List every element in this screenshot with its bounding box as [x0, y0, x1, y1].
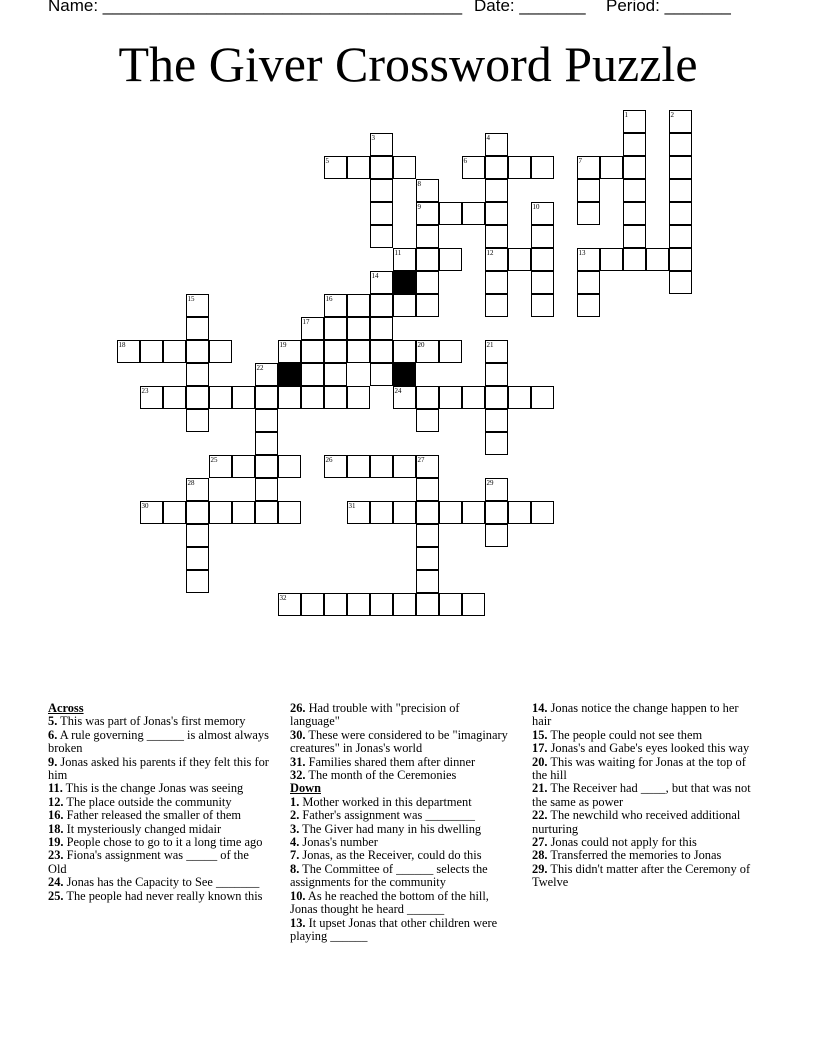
grid-cell[interactable]	[531, 156, 554, 179]
grid-cell[interactable]	[186, 363, 209, 386]
grid-cell[interactable]	[301, 593, 324, 616]
grid-cell[interactable]	[623, 156, 646, 179]
clue-number: 27	[417, 455, 425, 464]
grid-cell[interactable]	[209, 340, 232, 363]
grid-cell[interactable]	[531, 386, 554, 409]
grid-cell[interactable]	[278, 593, 301, 616]
grid-cell[interactable]	[347, 593, 370, 616]
clue-number: 14	[371, 271, 379, 280]
grid-cell[interactable]	[186, 340, 209, 363]
grid-cell[interactable]	[324, 317, 347, 340]
clue-label-number: 19.	[48, 835, 64, 850]
clue-label-number: 1.	[290, 794, 300, 809]
date-field[interactable]: Date: _______	[474, 0, 586, 15]
grid-cell[interactable]	[186, 524, 209, 547]
clue-number: 2	[670, 110, 674, 119]
grid-cell[interactable]	[508, 501, 531, 524]
clue-label-number: 23.	[48, 848, 64, 863]
clue-number: 32	[279, 593, 287, 602]
grid-cell[interactable]	[393, 156, 416, 179]
grid-cell[interactable]	[485, 524, 508, 547]
grid-cell[interactable]	[301, 317, 324, 340]
grid-cell[interactable]	[531, 294, 554, 317]
clue-label-number: 32.	[290, 768, 306, 783]
grid-cell[interactable]	[416, 179, 439, 202]
grid-cell[interactable]	[278, 455, 301, 478]
grid-cell[interactable]	[209, 386, 232, 409]
grid-cell[interactable]	[462, 593, 485, 616]
grid-cell[interactable]	[416, 478, 439, 501]
clue-number: 7	[578, 156, 582, 165]
clue-item: 17. Jonas's and Gabe's eyes looked this way	[532, 741, 750, 756]
grid-cell[interactable]	[186, 478, 209, 501]
clue-item: 16. Father released the smaller of them	[48, 808, 242, 823]
grid-cell[interactable]	[485, 363, 508, 386]
grid-cell[interactable]	[370, 593, 393, 616]
clue-item: 10. As he reached the bottom of the hill, Jonas thought he heard ______	[290, 888, 489, 917]
black-square	[278, 363, 301, 386]
grid-cell[interactable]	[439, 248, 462, 271]
grid-cell[interactable]	[439, 593, 462, 616]
clue-number: 8	[417, 179, 421, 188]
grid-cell[interactable]	[186, 547, 209, 570]
grid-cell[interactable]	[370, 179, 393, 202]
grid-cell[interactable]	[669, 248, 692, 271]
clue-number: 9	[417, 202, 421, 211]
grid-cell[interactable]	[669, 156, 692, 179]
grid-cell[interactable]	[232, 501, 255, 524]
grid-cell[interactable]	[301, 386, 324, 409]
grid-cell[interactable]	[600, 248, 623, 271]
clues-column-3	[532, 702, 758, 890]
clue-number: 29	[486, 478, 494, 487]
grid-cell[interactable]	[370, 225, 393, 248]
clue-item: 20. This was waiting for Jonas at the top of the hill	[532, 754, 746, 783]
grid-cell[interactable]	[393, 386, 416, 409]
grid-cell[interactable]	[393, 455, 416, 478]
grid-cell[interactable]	[646, 248, 669, 271]
grid-cell[interactable]	[416, 593, 439, 616]
grid-cell[interactable]	[393, 294, 416, 317]
grid-cell[interactable]	[577, 271, 600, 294]
clue-label-number: 21.	[532, 781, 548, 796]
clue-item: 11. This is the change Jonas was seeing	[48, 781, 244, 796]
period-field[interactable]: Period: _______	[606, 0, 731, 15]
grid-cell[interactable]	[485, 478, 508, 501]
grid-cell[interactable]	[439, 501, 462, 524]
clue-label-number: 6.	[48, 727, 58, 742]
clue-label-number: 13.	[290, 915, 306, 930]
clue-label-number: 2.	[290, 808, 300, 823]
clue-number: 17	[302, 317, 310, 326]
grid-cell[interactable]	[393, 340, 416, 363]
clue-number: 26	[325, 455, 333, 464]
grid-cell[interactable]	[416, 409, 439, 432]
grid-cell[interactable]	[370, 317, 393, 340]
clue-item: 9. Jonas asked his parents if they felt this for him	[48, 754, 269, 783]
grid-cell[interactable]	[255, 455, 278, 478]
clue-label-number: 17.	[532, 741, 548, 756]
grid-cell[interactable]	[255, 386, 278, 409]
clue-label-number: 7.	[290, 848, 300, 863]
grid-cell[interactable]	[370, 202, 393, 225]
clue-label-number: 10.	[290, 888, 306, 903]
grid-cell[interactable]	[462, 386, 485, 409]
grid-cell[interactable]	[393, 593, 416, 616]
clue-item: 7. Jonas, as the Receiver, could do this	[290, 848, 482, 863]
clue-label-number: 30.	[290, 727, 306, 742]
grid-cell[interactable]	[462, 156, 485, 179]
grid-cell[interactable]	[485, 156, 508, 179]
clue-number: 23	[141, 386, 149, 395]
clue-item: 21. The Receiver had ____, but that was not the same as power	[532, 781, 751, 809]
grid-cell[interactable]	[324, 294, 347, 317]
clue-number: 1	[624, 110, 628, 119]
grid-cell[interactable]	[186, 294, 209, 317]
clue-item: 23. Fiona's assignment was _____ of the Old	[48, 848, 249, 876]
clue-label-number: 15.	[532, 727, 548, 742]
clue-number: 11	[394, 248, 402, 257]
clue-number: 22	[256, 363, 264, 372]
clue-number: 30	[141, 501, 149, 510]
grid-cell[interactable]	[669, 202, 692, 225]
grid-cell[interactable]	[462, 202, 485, 225]
grid-cell[interactable]	[140, 340, 163, 363]
grid-cell[interactable]	[623, 202, 646, 225]
grid-cell[interactable]	[577, 202, 600, 225]
grid-cell[interactable]	[416, 455, 439, 478]
grid-cell[interactable]	[347, 386, 370, 409]
grid-cell[interactable]	[485, 202, 508, 225]
clue-label-number: 5.	[48, 714, 58, 729]
clue-item: 5. This was part of Jonas's first memory	[48, 714, 246, 729]
black-square	[393, 271, 416, 294]
grid-cell[interactable]	[416, 570, 439, 593]
grid-cell[interactable]	[370, 271, 393, 294]
black-square	[393, 363, 416, 386]
clue-number: 5	[325, 156, 329, 165]
grid-cell[interactable]	[623, 179, 646, 202]
grid-cell[interactable]	[370, 340, 393, 363]
grid-cell[interactable]	[669, 179, 692, 202]
grid-cell[interactable]	[577, 248, 600, 271]
grid-cell[interactable]	[416, 294, 439, 317]
grid-cell[interactable]	[577, 294, 600, 317]
clue-label-number: 18.	[48, 821, 64, 836]
clue-item: 15. The people could not see them	[532, 727, 703, 742]
clue-number: 6	[463, 156, 467, 165]
grid-cell[interactable]	[531, 248, 554, 271]
grid-cell[interactable]	[623, 133, 646, 156]
grid-cell[interactable]	[439, 202, 462, 225]
grid-cell[interactable]	[370, 363, 393, 386]
clue-label-number: 20.	[532, 754, 548, 769]
grid-cell[interactable]	[439, 340, 462, 363]
grid-cell[interactable]	[416, 202, 439, 225]
clue-number: 4	[486, 133, 490, 142]
grid-cell[interactable]	[416, 271, 439, 294]
grid-cell[interactable]	[117, 340, 140, 363]
grid-cell[interactable]	[485, 133, 508, 156]
clue-number: 28	[187, 478, 195, 487]
grid-cell[interactable]	[669, 133, 692, 156]
grid-cell[interactable]	[140, 501, 163, 524]
grid-cell[interactable]	[462, 501, 485, 524]
clue-label-number: 25.	[48, 888, 64, 903]
clue-number: 15	[187, 294, 195, 303]
name-field[interactable]: Name: ______________________________________	[48, 0, 463, 15]
grid-cell[interactable]	[370, 156, 393, 179]
grid-cell[interactable]	[531, 202, 554, 225]
grid-cell[interactable]	[485, 501, 508, 524]
grid-cell[interactable]	[163, 340, 186, 363]
grid-cell[interactable]	[347, 156, 370, 179]
grid-cell[interactable]	[485, 225, 508, 248]
clue-item: 18. It mysteriously changed midair	[48, 821, 222, 836]
grid-cell[interactable]	[186, 317, 209, 340]
clue-label-number: 16.	[48, 808, 64, 823]
grid-cell[interactable]	[485, 409, 508, 432]
clue-item: 30. These were considered to be "imaginary creatures" in Jonas's world	[290, 727, 508, 756]
clue-label-number: 28.	[532, 848, 548, 863]
clue-item: 3. The Giver had many in his dwelling	[290, 821, 482, 836]
clue-item: 27. Jonas could not apply for this	[532, 835, 697, 850]
clue-label-number: 27.	[532, 835, 548, 850]
clue-number: 19	[279, 340, 287, 349]
grid-cell[interactable]	[669, 225, 692, 248]
grid-cell[interactable]	[232, 386, 255, 409]
clue-number: 12	[486, 248, 494, 257]
clue-label-number: 29.	[532, 861, 548, 876]
grid-cell[interactable]	[485, 432, 508, 455]
clue-label-number: 4.	[290, 835, 300, 850]
clues-column-1	[48, 702, 270, 903]
grid-cell[interactable]	[232, 455, 255, 478]
clue-number: 31	[348, 501, 356, 510]
grid-cell[interactable]	[508, 386, 531, 409]
grid-cell[interactable]	[186, 501, 209, 524]
grid-cell[interactable]	[140, 386, 163, 409]
grid-cell[interactable]	[600, 156, 623, 179]
grid-cell[interactable]	[209, 455, 232, 478]
clue-item: 8. The Committee of ______ selects the assignments for the community	[290, 861, 488, 890]
clue-item: 32. The month of the Ceremonies	[290, 768, 457, 783]
grid-cell[interactable]	[163, 386, 186, 409]
grid-cell[interactable]	[531, 271, 554, 294]
clue-label-number: 12.	[48, 794, 64, 809]
clue-number: 21	[486, 340, 494, 349]
clue-item: 22. The newchild who received additional nurturing	[532, 808, 741, 836]
grid-cell[interactable]	[485, 248, 508, 271]
grid-cell[interactable]	[347, 294, 370, 317]
grid-cell[interactable]	[255, 409, 278, 432]
clue-item: 1. Mother worked in this department	[290, 794, 472, 809]
grid-cell[interactable]	[324, 156, 347, 179]
grid-cell[interactable]	[623, 225, 646, 248]
grid-cell[interactable]	[324, 455, 347, 478]
clue-item: 26. Had trouble with "precision of language"	[290, 701, 460, 729]
page-title: The Giver Crossword Puzzle	[118, 36, 698, 92]
grid-cell[interactable]	[485, 271, 508, 294]
grid-cell[interactable]	[370, 133, 393, 156]
grid-cell[interactable]	[577, 179, 600, 202]
grid-cell[interactable]	[324, 340, 347, 363]
grid-cell[interactable]	[163, 501, 186, 524]
clues-column-2	[290, 702, 512, 943]
grid-cell[interactable]	[531, 501, 554, 524]
grid-cell[interactable]	[416, 340, 439, 363]
clue-number: 13	[578, 248, 586, 257]
grid-cell[interactable]	[623, 110, 646, 133]
clue-label-number: 31.	[290, 754, 306, 769]
grid-cell[interactable]	[370, 455, 393, 478]
grid-cell[interactable]	[416, 248, 439, 271]
grid-cell[interactable]	[324, 593, 347, 616]
grid-cell[interactable]	[669, 271, 692, 294]
grid-cell[interactable]	[255, 478, 278, 501]
grid-cell[interactable]	[301, 363, 324, 386]
grid-cell[interactable]	[186, 409, 209, 432]
clue-item: 14. Jonas notice the change happen to her hair	[532, 701, 739, 729]
grid-cell[interactable]	[623, 248, 646, 271]
clue-item: 25. The people had never really known this	[48, 888, 263, 903]
clue-item: 28. Transferred the memories to Jonas	[532, 848, 722, 863]
clue-number: 18	[118, 340, 126, 349]
down-heading: Down	[290, 781, 321, 796]
grid-cell[interactable]	[577, 156, 600, 179]
grid-cell[interactable]	[347, 317, 370, 340]
grid-cell[interactable]	[416, 225, 439, 248]
clue-label-number: 8.	[290, 861, 300, 876]
grid-cell[interactable]	[347, 501, 370, 524]
clue-number: 24	[394, 386, 402, 395]
clue-number: 10	[532, 202, 540, 211]
grid-cell[interactable]	[255, 501, 278, 524]
grid-cell[interactable]	[324, 386, 347, 409]
grid-cell[interactable]	[347, 340, 370, 363]
across-heading: Across	[48, 701, 84, 715]
grid-cell[interactable]	[278, 386, 301, 409]
grid-cell[interactable]	[669, 110, 692, 133]
clue-item: 2. Father's assignment was ________	[290, 808, 475, 823]
grid-cell[interactable]	[393, 501, 416, 524]
clue-label-number: 3.	[290, 821, 300, 836]
grid-cell[interactable]	[416, 524, 439, 547]
grid-cell[interactable]	[370, 294, 393, 317]
clue-item: 6. A rule governing ______ is almost always broken	[48, 727, 269, 756]
clue-item: 13. It upset Jonas that other children were playing ______	[290, 915, 498, 943]
clue-item: 24. Jonas has the Capacity to See _______	[48, 875, 260, 890]
grid-cell[interactable]	[485, 386, 508, 409]
clue-item: 31. Families shared them after dinner	[290, 754, 476, 769]
grid-cell[interactable]	[186, 386, 209, 409]
grid-cell[interactable]	[531, 225, 554, 248]
grid-cell[interactable]	[209, 501, 232, 524]
grid-cell[interactable]	[278, 501, 301, 524]
clue-number: 25	[210, 455, 218, 464]
clue-label-number: 26.	[290, 701, 306, 715]
clue-item: 12. The place outside the community	[48, 794, 232, 809]
grid-cell[interactable]	[439, 386, 462, 409]
clue-number: 20	[417, 340, 425, 349]
clue-item: 29. This didn't matter after the Ceremony of Twelve	[532, 861, 751, 890]
clue-number: 3	[371, 133, 375, 142]
grid-cell[interactable]	[278, 340, 301, 363]
grid-cell[interactable]	[508, 156, 531, 179]
clue-number: 16	[325, 294, 333, 303]
grid-cell[interactable]	[393, 248, 416, 271]
grid-cell[interactable]	[324, 363, 347, 386]
grid-cell[interactable]	[186, 570, 209, 593]
grid-cell[interactable]	[347, 455, 370, 478]
grid-cell[interactable]	[301, 340, 324, 363]
grid-cell[interactable]	[416, 386, 439, 409]
clue-label-number: 24.	[48, 875, 64, 890]
clue-label-number: 14.	[532, 701, 548, 715]
clue-label-number: 22.	[532, 808, 548, 823]
clue-item: 19. People chose to go to it a long time ago	[48, 835, 263, 850]
clue-label-number: 9.	[48, 754, 58, 769]
grid-cell[interactable]	[485, 294, 508, 317]
grid-cell[interactable]	[255, 363, 278, 386]
grid-cell[interactable]	[370, 501, 393, 524]
grid-cell[interactable]	[485, 340, 508, 363]
grid-cell[interactable]	[255, 432, 278, 455]
clue-label-number: 11.	[48, 781, 63, 796]
grid-cell[interactable]	[508, 248, 531, 271]
grid-cell[interactable]	[416, 547, 439, 570]
grid-cell[interactable]	[485, 179, 508, 202]
clue-item: 4. Jonas's number	[290, 835, 378, 850]
grid-cell[interactable]	[416, 501, 439, 524]
